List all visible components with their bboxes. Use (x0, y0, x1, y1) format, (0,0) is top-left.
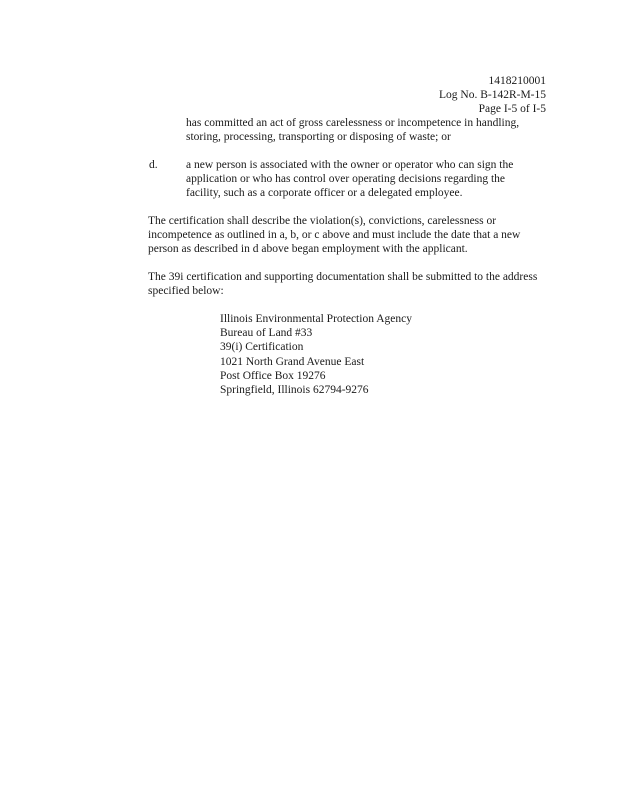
item-d-label: d. (149, 159, 158, 171)
item-d-text: a new person is associated with the owner or operator who can sign the application or who has control over operating decisions regarding the facility, such as a corporate officer or a delegated employee. (186, 159, 514, 200)
address-line-city: Springfield, Illinois 62794-9276 (220, 384, 369, 397)
address-line-bureau: Bureau of Land #33 (220, 327, 313, 340)
certification-paragraph: The certification shall describe the violation(s), convictions, carelessness or incompetence as outlined in a, b, or c above and must include the date that a new person as described in d above began employment with the applicant. (148, 215, 521, 256)
item-c-text: has committed an act of gross carelessness or incompetence in handling, storing, processing, transporting or disposing of waste; or (186, 117, 520, 144)
submission-paragraph: The 39i certification and supporting documentation shall be submitted to the address specified below: (148, 271, 538, 298)
mailing-address (220, 312, 412, 397)
page-header (439, 74, 546, 116)
page-number: Page I-5 of I-5 (478, 103, 546, 115)
address-line-agency: Illinois Environmental Protection Agency (220, 313, 412, 325)
address-line-street: 1021 North Grand Avenue East (220, 355, 365, 368)
address-line-po-box: Post Office Box 19276 (220, 369, 326, 382)
address-line-attention: 39(i) Certification (220, 341, 304, 354)
log-number: Log No. B-142R-M-15 (438, 89, 546, 101)
document-id: 1418210001 (488, 75, 546, 87)
